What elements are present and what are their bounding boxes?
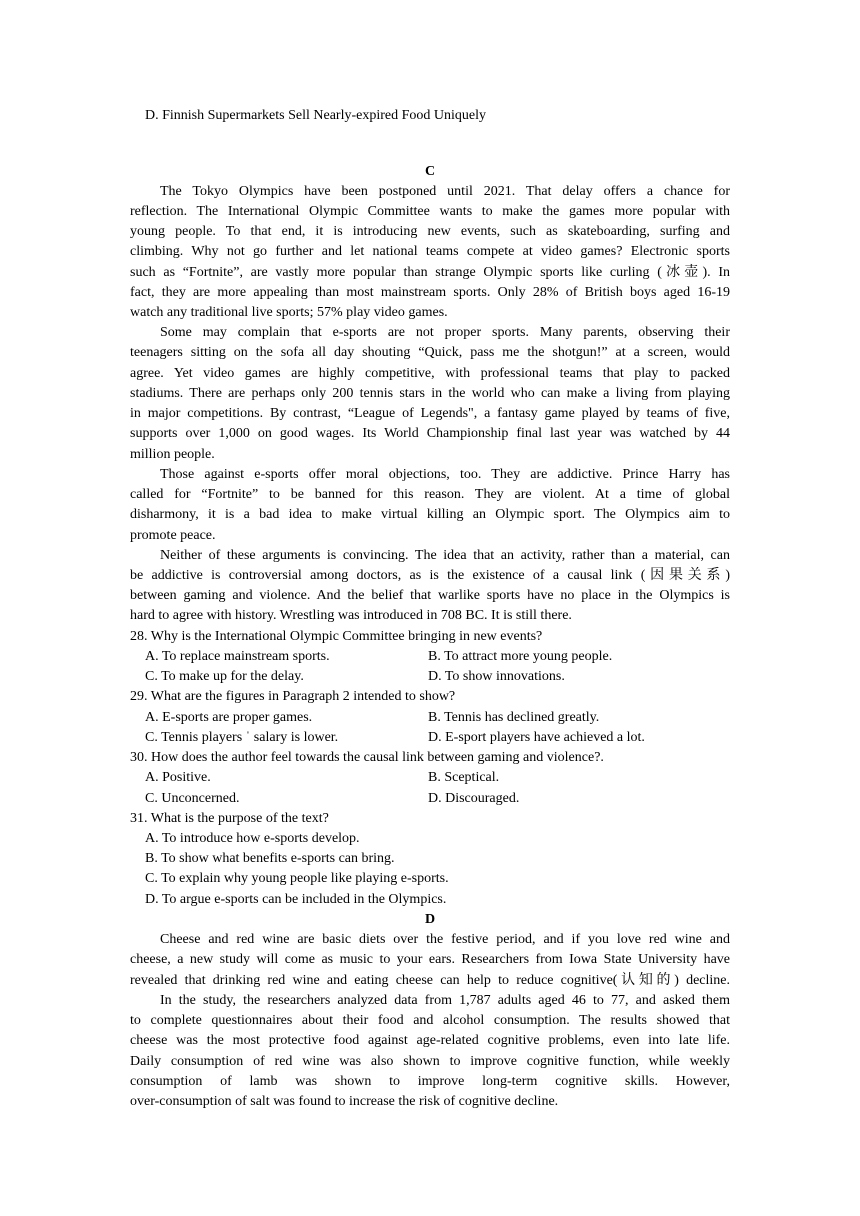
passage-d-line: Daily consumption of red wine was also shown to improve cognitive function, while weekly: [130, 1054, 730, 1069]
passage-c-line: young people. To that end, it is introducing new events, such as skateboarding, surfing and: [130, 224, 730, 239]
passage-c-line: such as “Fortnite”, are vastly more popular than strange Olympic sports like curling (冰壶). In: [130, 265, 730, 280]
question-30-option-b: B. Sceptical.: [428, 770, 500, 785]
passage-d-line: cheese, a new study will come as music to your ears. Researchers from Iowa State University have: [130, 952, 730, 967]
passage-d-line: revealed that drinking red wine and eating cheese can help to reduce cognitive(认知的) decline.: [130, 973, 730, 988]
passage-d-line: consumption of lamb was shown to improve long-term cognitive skills. However,: [130, 1074, 730, 1089]
passage-c-line: stadiums. There are perhaps only 200 tennis stars in the world who can make a living from playing: [130, 386, 730, 401]
passage-c-line: Some may complain that e-sports are not proper sports. Many parents, observing their: [160, 325, 730, 340]
passage-c-line: teenagers sitting on the sofa all day shouting “Quick, pass me the shotgun!” at a screen, would: [130, 345, 730, 360]
passage-c-line: in major competitions. By contrast, “League of Legends", a fantasy game played by teams of five,: [130, 406, 730, 421]
question-29-stem: 29. What are the figures in Paragraph 2 intended to show?: [130, 689, 456, 704]
passage-c-line: promote peace.: [130, 528, 216, 543]
question-28-option-a: A. To replace mainstream sports.: [145, 649, 330, 664]
passage-d-line: Cheese and red wine are basic diets over the festive period, and if you love red wine and: [160, 932, 730, 947]
passage-c-line: reflection. The International Olympic Committee wants to make the games more popular with: [130, 204, 730, 219]
passage-c-line: Neither of these arguments is convincing. The idea that an activity, rather than a material, can: [160, 548, 730, 563]
question-29-option-d: D. E-sport players have achieved a lot.: [428, 730, 645, 745]
question-30-option-d: D. Discouraged.: [428, 791, 520, 806]
question-28-option-d: D. To show innovations.: [428, 669, 565, 684]
question-31-option-d: D. To argue e-sports can be included in the Olympics.: [145, 892, 447, 907]
question-28-stem: 28. Why is the International Olympic Committee bringing in new events?: [130, 629, 543, 644]
passage-c-heading: C: [424, 164, 436, 179]
question-29-option-b: B. Tennis has declined greatly.: [428, 710, 600, 725]
question-30-option-a: A. Positive.: [145, 770, 211, 785]
question-28-option-b: B. To attract more young people.: [428, 649, 613, 664]
question-30-stem: 30. How does the author feel towards the causal link between gaming and violence?.: [130, 750, 604, 765]
question-31-option-b: B. To show what benefits e-sports can bring.: [145, 851, 395, 866]
passage-c-line: climbing. Why not go further and let national teams compete at video games? Electronic sports: [130, 244, 730, 259]
passage-c-line: Those against e-sports offer moral objections, too. They are addictive. Prince Harry has: [160, 467, 730, 482]
question-29-option-c: C. Tennis players ˈ salary is lower.: [145, 730, 339, 745]
question-30-option-c: C. Unconcerned.: [145, 791, 240, 806]
question-31-option-a: A. To introduce how e-sports develop.: [145, 831, 360, 846]
passage-c-line: watch any traditional live sports; 57% play video games.: [130, 305, 448, 320]
passage-c-line: agree. Yet video games are highly competitive, with professional teams that play to packed: [130, 366, 730, 381]
question-29-option-a: A. E-sports are proper games.: [145, 710, 313, 725]
passage-c-line: hard to agree with history. Wrestling was introduced in 708 BC. It is still there.: [130, 608, 572, 623]
passage-c-line: fact, they are more appealing than most mainstream sports. Only 28% of British boys aged 16-19: [130, 285, 730, 300]
question-31-option-c: C. To explain why young people like playing e-sports.: [145, 871, 449, 886]
passage-d-line: to complete questionnaires about their food and alcohol consumption. The results showed that: [130, 1013, 730, 1028]
question-28-option-c: C. To make up for the delay.: [145, 669, 304, 684]
passage-c-line: disharmony, it is a bad idea to make virtual killing an Olympic sport. The Olympics aim to: [130, 507, 730, 522]
passage-c-line: be addictive is controversial among doctors, as is the existence of a causal link (因果关系): [130, 568, 730, 583]
passage-d-heading: D: [424, 912, 436, 927]
option-d-top: D. Finnish Supermarkets Sell Nearly-expired Food Uniquely: [145, 108, 487, 123]
passage-c-line: called for “Fortnite” to be banned for this reason. They are violent. At a time of global: [130, 487, 730, 502]
passage-c-line: between gaming and violence. And the belief that warlike sports have no place in the Olympics is: [130, 588, 730, 603]
passage-d-line: cheese was the most protective food against age-related cognitive problems, even into late life.: [130, 1033, 730, 1048]
passage-c-line: supports over 1,000 on good wages. Its World Championship final last year was watched by 44: [130, 426, 730, 441]
passage-c-line: The Tokyo Olympics have been postponed until 2021. That delay offers a chance for: [160, 184, 730, 199]
passage-d-line: over-consumption of salt was found to increase the risk of cognitive decline.: [130, 1094, 559, 1109]
passage-d-line: In the study, the researchers analyzed data from 1,787 adults aged 46 to 77, and asked them: [160, 993, 730, 1008]
question-31-stem: 31. What is the purpose of the text?: [130, 811, 329, 826]
passage-c-line: million people.: [130, 447, 215, 462]
